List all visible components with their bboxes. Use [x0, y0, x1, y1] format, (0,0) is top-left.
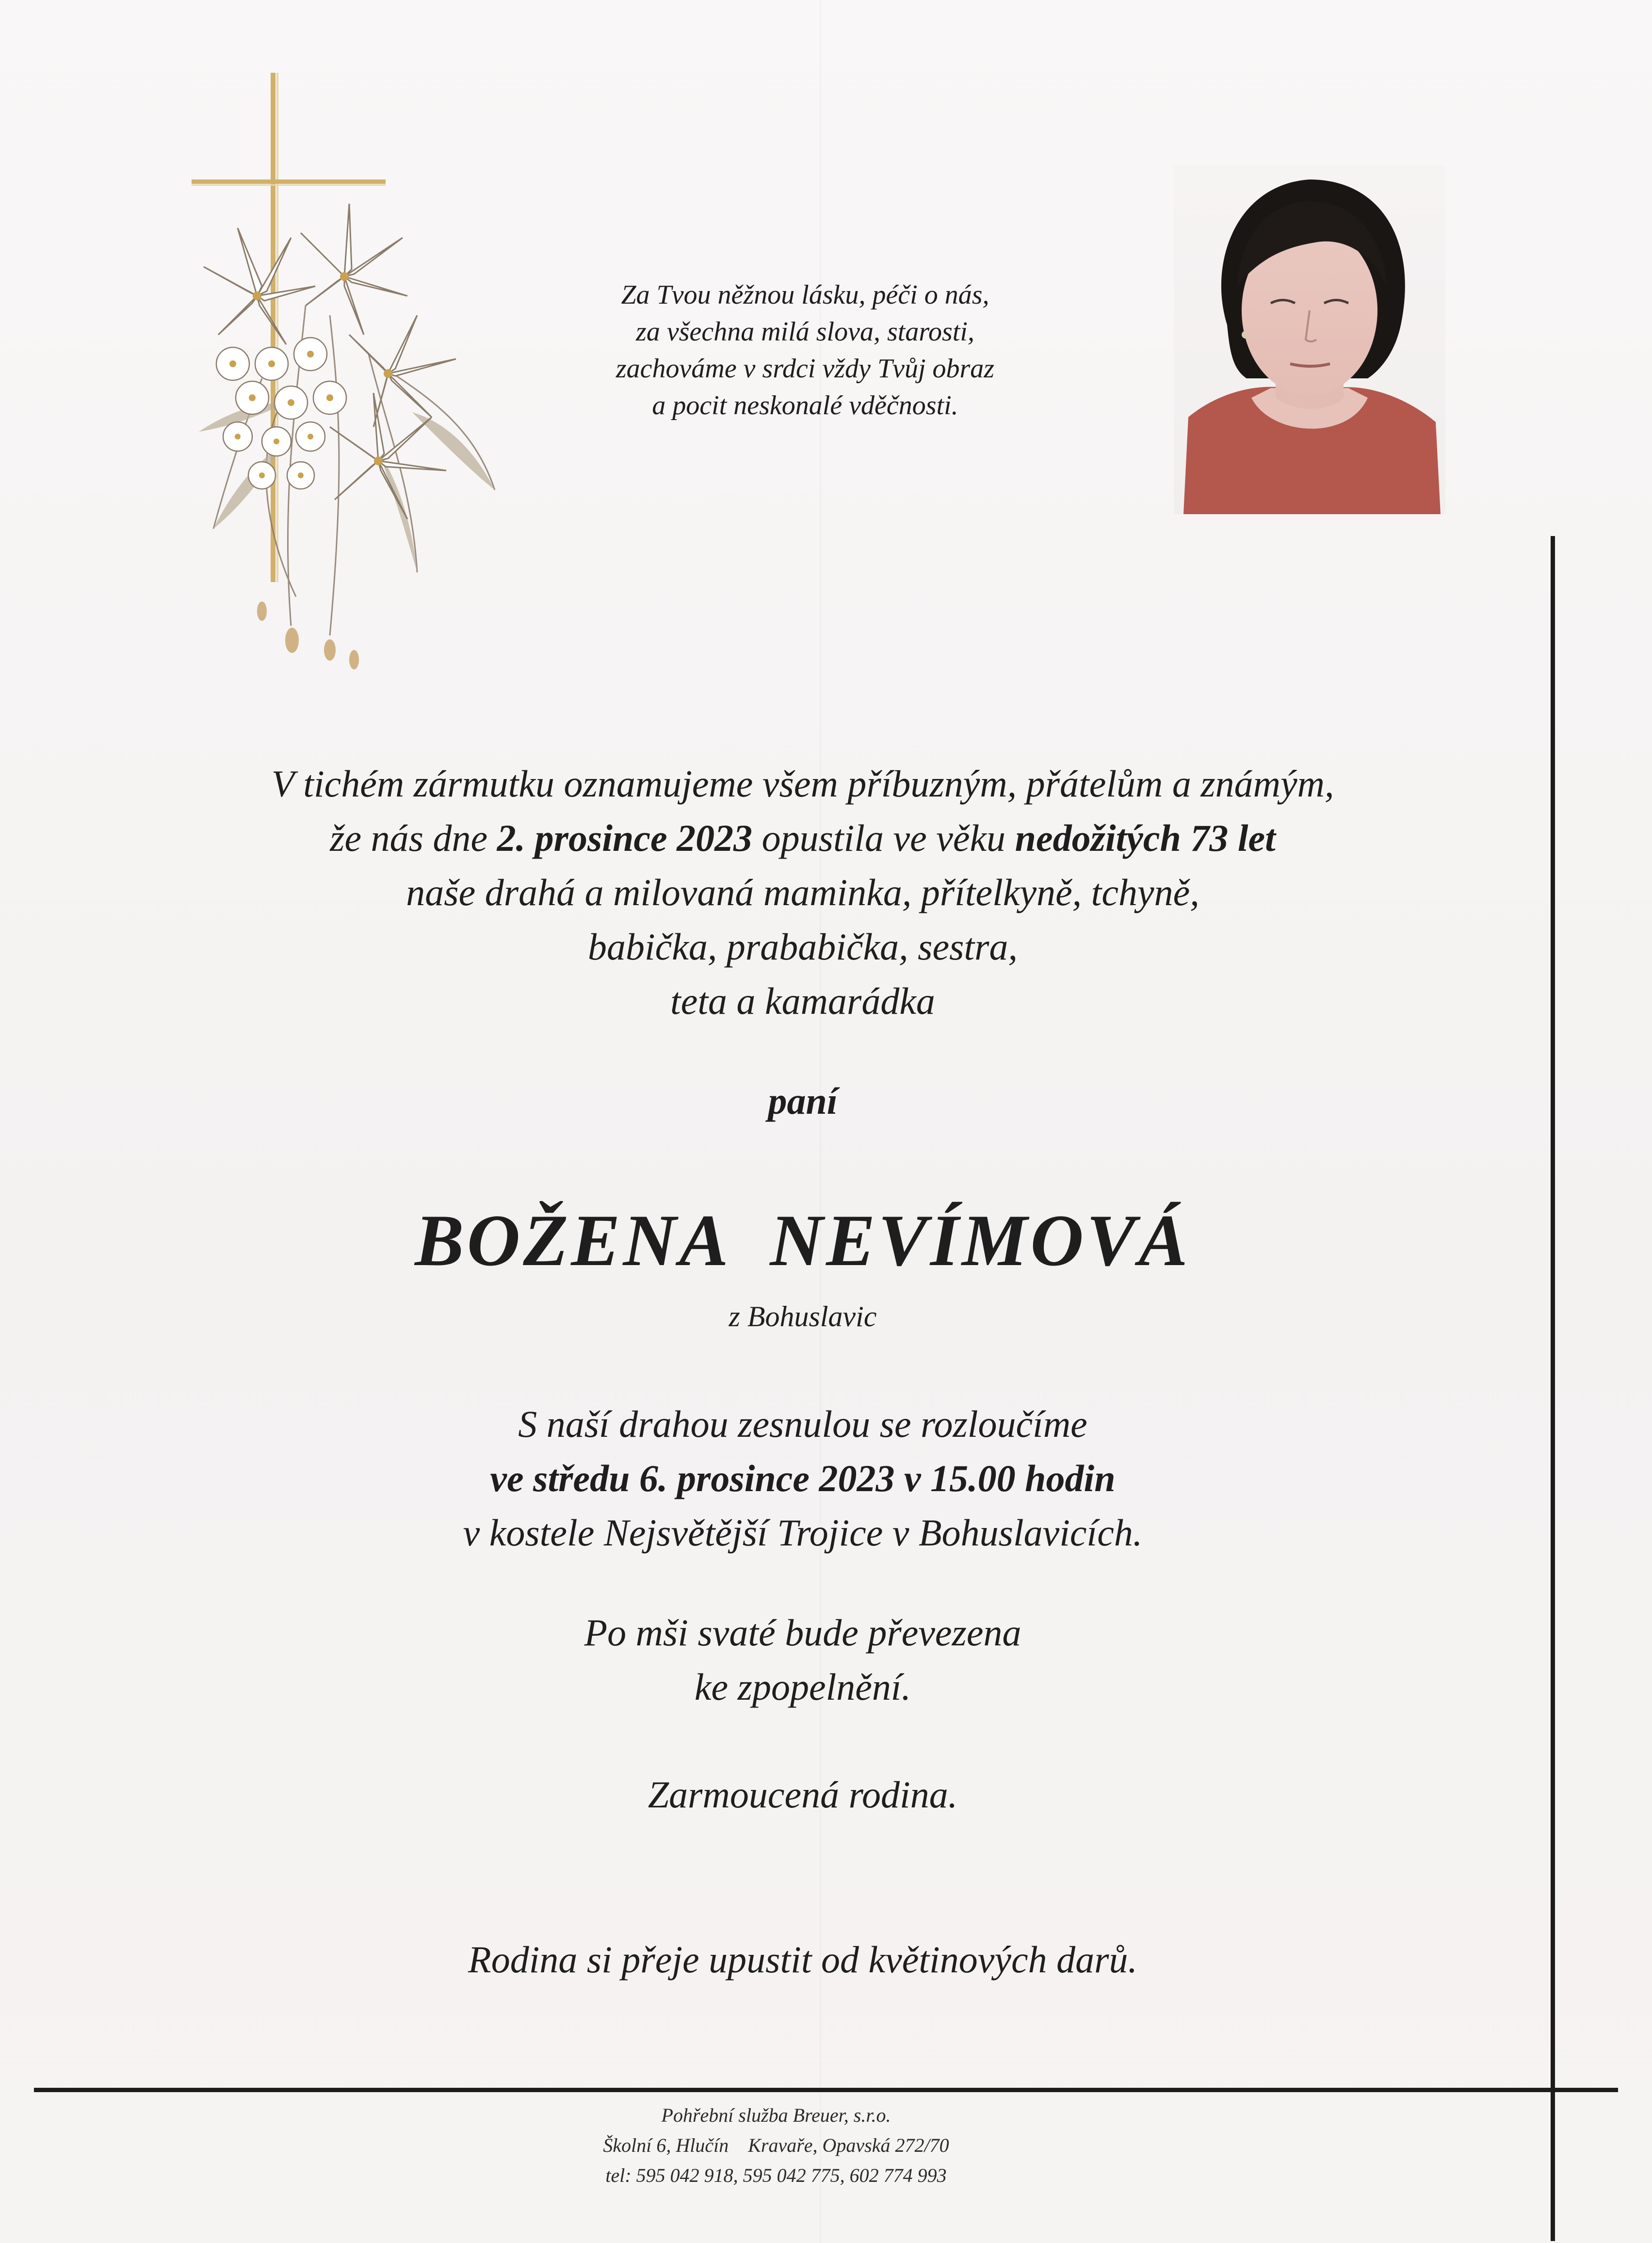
farewell-line: S naší drahou zesnulou se rozloučíme: [518, 1403, 1087, 1445]
deceased-name: BOŽENA NEVÍMOVÁ: [415, 1200, 1191, 1281]
announcement-line: teta a kamarádka: [670, 980, 935, 1022]
mass-line: ke zpopelnění.: [694, 1666, 911, 1708]
portrait-photo: [1174, 165, 1445, 514]
announcement-text: [92, 757, 1513, 1028]
poem-line: a pocit neskonalé vděčnosti.: [652, 390, 958, 421]
age-at-death: nedožitých 73 let: [1015, 817, 1276, 859]
company-name: Pohřební služba Breuer, s.r.o.: [661, 2104, 891, 2126]
flower-wish: Rodina si přeje upustit od květinových darů.: [468, 1938, 1137, 1981]
poem-line: zachováme v srdci vždy Tvůj obraz: [615, 354, 995, 384]
family-signature: Zarmoucená rodina.: [648, 1773, 958, 1816]
honorific: paní: [768, 1080, 838, 1122]
announcement-segment: že nás dne: [330, 817, 497, 859]
deceased-origin: z Bohuslavic: [729, 1300, 877, 1333]
announcement-segment: opustila ve věku: [752, 817, 1015, 859]
border-line-vertical: [1551, 536, 1555, 2241]
mass-note: [92, 1606, 1513, 1714]
announcement-line: babička, prababička, sestra,: [587, 926, 1018, 968]
poem-line: za všechna milá slova, starosti,: [636, 317, 974, 347]
announcement-line: [92, 811, 1513, 865]
cross-with-lilies-icon: [184, 63, 534, 694]
farewell-details: [92, 1397, 1513, 1560]
memorial-poem: [514, 276, 1096, 424]
mass-line: Po mši svaté bude převezena: [584, 1611, 1021, 1654]
death-date: 2. prosince 2023: [497, 817, 753, 859]
funeral-location: v kostele Nejsvětější Trojice v Bohuslavicích.: [463, 1512, 1143, 1554]
border-line-horizontal: [34, 2088, 1618, 2092]
funeral-datetime: ve středu 6. prosince 2023 v 15.00 hodin: [490, 1457, 1116, 1499]
funeral-service-info: [437, 2100, 1116, 2191]
poem-line: Za Tvou něžnou lásku, péči o nás,: [621, 280, 989, 310]
announcement-line: V tichém zármutku oznamujeme všem příbuzným, přátelům a známým,: [271, 763, 1334, 805]
company-phones: tel: 595 042 918, 595 042 775, 602 774 993: [605, 2164, 947, 2186]
company-address: Školní 6, Hlučín Kravaře, Opavská 272/70: [603, 2134, 949, 2156]
announcement-line: naše drahá a milovaná maminka, přítelkyně, tchyně,: [406, 871, 1199, 913]
